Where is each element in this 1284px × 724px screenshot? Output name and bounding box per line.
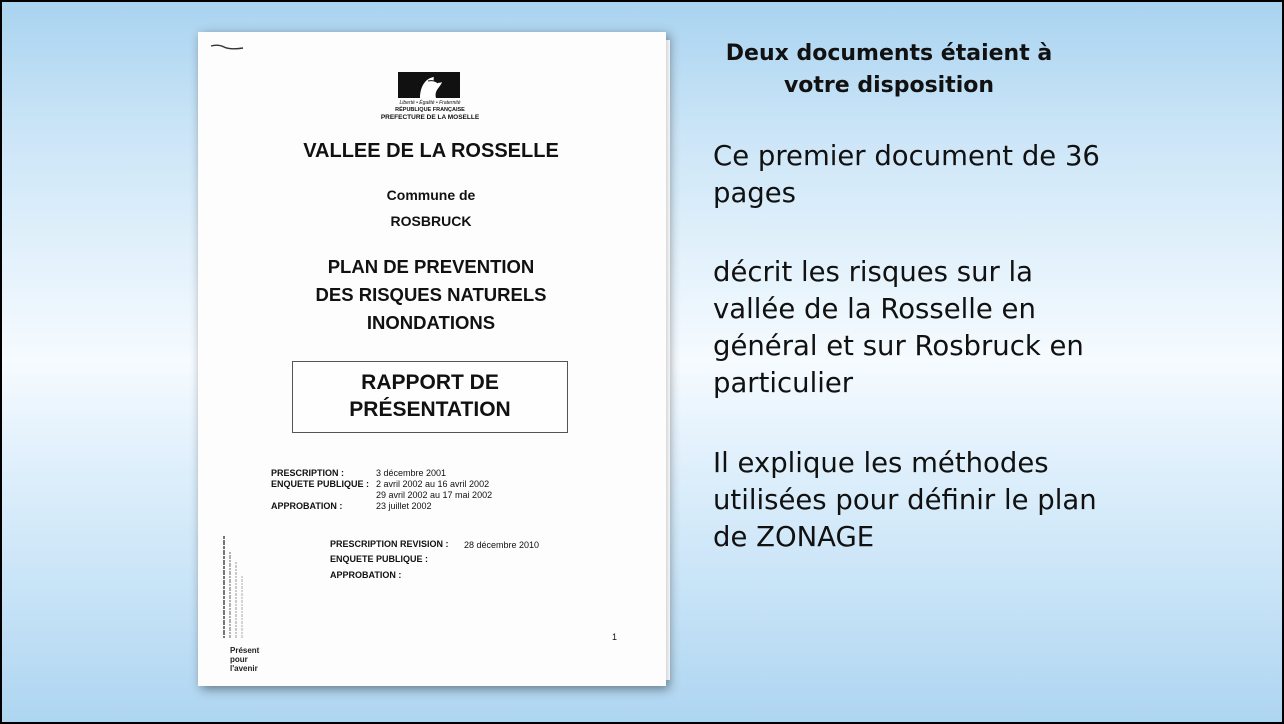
- marianne-logo-icon: [398, 72, 460, 98]
- prescription-label: PRESCRIPTION :: [271, 468, 345, 478]
- commune-name: ROSBRUCK: [390, 213, 472, 229]
- approbation-label: APPROBATION :: [271, 501, 343, 511]
- footer-tagline-line-1: Présent: [230, 646, 260, 655]
- report-title-line-1: RAPPORT DE: [361, 371, 499, 394]
- plan-title-line-1: PLAN DE PREVENTION: [327, 256, 535, 277]
- slide-paragraph-3: Il explique les méthodes utilisées pour définir le plan de ZONAGE: [713, 447, 1097, 553]
- enquete-value-2: 29 avril 2002 au 17 mai 2002: [376, 490, 493, 500]
- footer-tagline-line-2: pour: [230, 655, 248, 664]
- revision-enquete-label: ENQUETE PUBLIQUE :: [330, 554, 429, 564]
- emblem-prefecture: PREFECTURE DE LA MOSELLE: [380, 114, 480, 121]
- report-title-box: [292, 361, 568, 433]
- prescription-value: 3 décembre 2001: [376, 468, 447, 478]
- revision-prescription-value: 28 décembre 2010: [464, 540, 540, 550]
- slide: [2, 2, 1282, 722]
- footer-tagline-line-3: l'avenir: [230, 664, 258, 673]
- paper-edge: [666, 40, 670, 680]
- slide-heading: Deux documents étaient à votre disposition: [725, 41, 1053, 98]
- slide-paragraph-2: décrit les risques sur la vallée de la Rosselle en général et sur Rosbruck en particulier: [713, 256, 1084, 399]
- revision-prescription-label: PRESCRIPTION REVISION :: [330, 539, 449, 549]
- emblem-republic: RÉPUBLIQUE FRANÇAISE: [395, 107, 465, 113]
- page-number: 1: [612, 632, 618, 642]
- document-scan: [198, 32, 666, 686]
- plan-title-line-3: INONDATIONS: [366, 312, 496, 333]
- document-title: VALLEE DE LA ROSSELLE: [303, 140, 559, 162]
- revision-approbation-label: APPROBATION :: [330, 570, 402, 580]
- pen-mark: [210, 42, 244, 52]
- plan-title-line-2: DES RISQUES NATURELS: [315, 284, 547, 305]
- enquete-label: ENQUETE PUBLIQUE :: [271, 479, 370, 489]
- plan-title: [198, 253, 664, 337]
- vertical-ministry-text-icon: [218, 532, 258, 642]
- approbation-value: 23 juillet 2002: [376, 501, 432, 511]
- emblem-motto: Liberté • Égalité • Fraternité: [399, 100, 461, 106]
- footer-tagline: [230, 646, 259, 673]
- enquete-value-1: 2 avril 2002 au 16 avril 2002: [376, 479, 490, 489]
- report-title-line-2: PRÉSENTATION: [349, 398, 511, 421]
- slide-paragraph-1: Ce premier document de 36 pages: [713, 140, 1100, 209]
- commune-prefix: Commune de: [386, 187, 476, 203]
- report-title: [293, 369, 567, 423]
